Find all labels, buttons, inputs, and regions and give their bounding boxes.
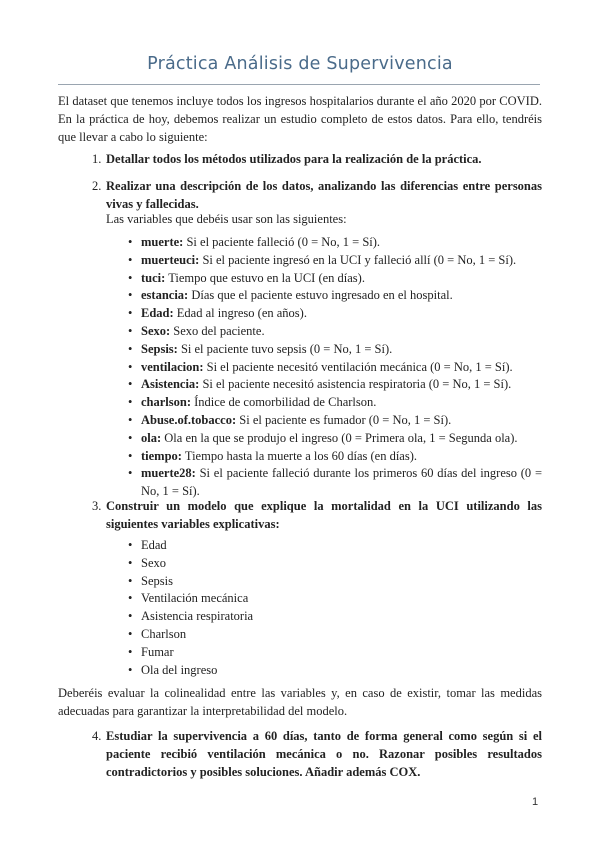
bullet-icon: • bbox=[128, 323, 133, 338]
list-item bbox=[128, 430, 542, 448]
variable-description: Días que el paciente estuvo ingresado en el hospital. bbox=[191, 288, 453, 303]
variable-description: Si el paciente necesitó asistencia respiratoria (0 = No, 1 = Sí). bbox=[202, 377, 512, 392]
variable-description: Si el paciente es fumador (0 = No, 1 = Sí). bbox=[239, 412, 452, 427]
variable-name: muerteuci: bbox=[141, 252, 200, 267]
bullet-icon: • bbox=[128, 538, 133, 552]
list-item bbox=[128, 376, 542, 394]
page-number: 1 bbox=[532, 796, 539, 808]
variable-description: Ola en la que se produjo el ingreso (0 = Primera ola, 1 = Segunda ola). bbox=[164, 430, 518, 445]
list-item bbox=[128, 448, 542, 466]
list-item bbox=[128, 465, 542, 501]
variable-name: Sepsis: bbox=[141, 341, 178, 356]
bullet-icon: • bbox=[128, 395, 133, 410]
task-text: Detallar todos los métodos utilizados para la realización de la práctica. bbox=[106, 152, 482, 166]
predictor-label: Sexo bbox=[141, 555, 166, 570]
list-item bbox=[128, 323, 542, 341]
variable-name: ventilacion: bbox=[141, 359, 204, 374]
page-title: Práctica Análisis de Supervivencia bbox=[147, 54, 453, 74]
bullet-icon: • bbox=[128, 609, 133, 624]
list-item bbox=[128, 305, 542, 323]
variable-name: Asistencia: bbox=[141, 377, 200, 392]
predictor-label: Ventilación mecánica bbox=[141, 591, 249, 606]
list-item bbox=[128, 537, 542, 555]
bullet-icon: • bbox=[128, 555, 133, 570]
bullet-icon: • bbox=[128, 235, 133, 249]
bullet-icon: • bbox=[128, 626, 133, 641]
task-number: 1. bbox=[92, 152, 102, 166]
list-item bbox=[128, 287, 542, 305]
predictor-label: Asistencia respiratoria bbox=[141, 609, 254, 624]
variable-name: estancia: bbox=[141, 288, 189, 303]
variable-description: Índice de comorbilidad de Charlson. bbox=[194, 395, 377, 410]
task-item bbox=[92, 150, 542, 168]
variable-description: Si el paciente falleció (0 = No, 1 = Sí). bbox=[186, 235, 381, 249]
closing-paragraph: Deberéis evaluar la colinealidad entre las variables y, en caso de existir, tomar las medidas adecuadas para garantizar la interpretabilidad del modelo. bbox=[58, 686, 542, 718]
bullet-icon: • bbox=[128, 466, 133, 481]
bullet-icon: • bbox=[128, 341, 133, 356]
task-number: 3. bbox=[92, 499, 102, 513]
list-item bbox=[128, 252, 542, 270]
variable-name: muerte: bbox=[141, 235, 184, 249]
variable-name: Abuse.of.tobacco: bbox=[141, 412, 237, 427]
list-item bbox=[128, 662, 542, 680]
list-item bbox=[128, 644, 542, 662]
bullet-icon: • bbox=[128, 573, 133, 588]
bullet-icon: • bbox=[128, 306, 133, 321]
list-item bbox=[128, 234, 542, 252]
list-item bbox=[128, 412, 542, 430]
task-number: 2. bbox=[92, 179, 102, 193]
predictor-label: Charlson bbox=[141, 626, 187, 641]
predictor-label: Edad bbox=[141, 538, 167, 552]
variable-description: Sexo del paciente. bbox=[173, 323, 265, 338]
list-item bbox=[128, 573, 542, 591]
task-number: 4. bbox=[92, 729, 102, 743]
variable-name: charlson: bbox=[141, 395, 191, 410]
variable-name: Sexo: bbox=[141, 323, 171, 338]
task-item bbox=[92, 497, 542, 533]
predictor-label: Fumar bbox=[141, 644, 174, 659]
task-text: Construir un modelo que explique la mortalidad en la UCI utilizando las siguientes variables explicativas: bbox=[106, 499, 542, 531]
list-item bbox=[128, 555, 542, 573]
variable-description: Tiempo hasta la muerte a los 60 días (en días). bbox=[184, 448, 418, 463]
variable-name: muerte28: bbox=[141, 466, 196, 481]
predictors-list bbox=[128, 537, 542, 679]
list-item bbox=[128, 590, 542, 608]
variable-description: Si el paciente necesitó ventilación mecánica (0 = No, 1 = Sí). bbox=[206, 359, 513, 374]
bullet-icon: • bbox=[128, 288, 133, 303]
variables-list bbox=[128, 234, 542, 501]
task-item bbox=[92, 177, 542, 213]
task-text: Estudiar la supervivencia a 60 días, tanto de forma general como según si el paciente recibió ventilación mecánica o no. Razonar posibles resultados contradictorios y posibles soluciones. Añadir además COX. bbox=[106, 729, 542, 779]
predictor-label: Ola del ingreso bbox=[141, 662, 218, 677]
bullet-icon: • bbox=[128, 430, 133, 445]
variable-description: Edad al ingreso (en años). bbox=[176, 306, 307, 321]
task-text: Realizar una descripción de los datos, analizando las diferencias entre personas vivas y fallecidas. bbox=[106, 179, 542, 211]
list-item bbox=[128, 394, 542, 412]
variable-name: Edad: bbox=[141, 306, 174, 321]
list-item bbox=[128, 359, 542, 377]
bullet-icon: • bbox=[128, 377, 133, 392]
list-item bbox=[128, 270, 542, 288]
bullet-icon: • bbox=[128, 412, 133, 427]
bullet-icon: • bbox=[128, 662, 133, 677]
variable-description: Si el paciente ingresó en la UCI y falleció allí (0 = No, 1 = Sí). bbox=[202, 252, 517, 267]
bullet-icon: • bbox=[128, 359, 133, 374]
variable-name: ola: bbox=[141, 430, 162, 445]
variable-description: Tiempo que estuvo en la UCI (en días). bbox=[168, 270, 365, 285]
variable-description: Si el paciente tuvo sepsis (0 = No, 1 = Sí). bbox=[180, 341, 393, 356]
list-item bbox=[128, 608, 542, 626]
variable-name: tiempo: bbox=[141, 448, 182, 463]
variable-name: tuci: bbox=[141, 270, 166, 285]
intro-paragraph: El dataset que tenemos incluye todos los ingresos hospitalarios durante el año 2020 por COVID. En la práctica de hoy, debemos realizar un estudio completo de estos datos. Para ello, tendréis que llevar a cabo lo siguiente: bbox=[58, 94, 542, 144]
bullet-icon: • bbox=[128, 591, 133, 606]
title-divider bbox=[58, 84, 540, 85]
list-item bbox=[128, 341, 542, 359]
variables-intro: Las variables que debéis usar son las siguientes: bbox=[106, 212, 347, 226]
bullet-icon: • bbox=[128, 644, 133, 659]
bullet-icon: • bbox=[128, 252, 133, 267]
task-item bbox=[92, 727, 542, 781]
predictor-label: Sepsis bbox=[141, 573, 173, 588]
list-item bbox=[128, 626, 542, 644]
bullet-icon: • bbox=[128, 448, 133, 463]
variable-description: Si el paciente falleció durante los primeros 60 días del ingreso (0 = No, 1 = Sí). bbox=[141, 466, 542, 499]
bullet-icon: • bbox=[128, 270, 133, 285]
